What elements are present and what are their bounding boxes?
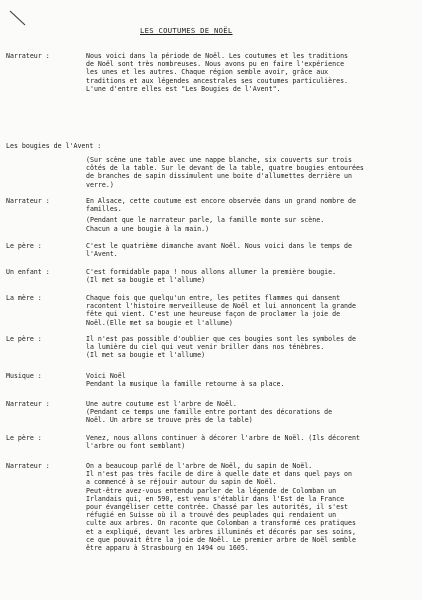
speech-text (86, 294, 416, 327)
text-line: et a expliqué, devant les arbres illuminés et décorés par ses soins, (86, 527, 356, 536)
text-line: de branches de sapin dissimulent une boite d'allumettes derrière un (86, 172, 352, 181)
stage-direction-text (86, 156, 416, 189)
text-line: Noël.(Elle met sa bougie et l'allume) (86, 318, 233, 327)
text-line: (Pendant que le narrateur parle, la famille monte sur scène. (86, 216, 325, 225)
speech-text (86, 52, 416, 93)
speaker-label: Narrateur : (6, 197, 50, 205)
text-line: Irlandais qui, en 590, est venu s'établir dans l'Est de la France (86, 494, 345, 503)
speaker-label: Le père : (6, 434, 42, 442)
speaker-label: Narrateur : (6, 462, 50, 470)
text-line: pour évangéliser cette contrée. Chassé par les autorités, il s'est (86, 503, 349, 512)
speaker-label: Narrateur : (6, 52, 50, 60)
text-line: les unes et les autres. Chaque région semble avoir, grâce aux (86, 68, 329, 77)
speaker-label: Le père : (6, 335, 42, 343)
text-line: C'est le quatrième dimanche avant Noël. Nous voici dans le temps de (86, 242, 352, 250)
text-line: Venez, nous allons continuer à décorer l'arbre de Noël. (Ils décorent (86, 434, 360, 442)
pen-stroke-mark (8, 8, 28, 28)
text-line: (Il met sa bougie et l'allume) (86, 276, 206, 285)
text-line: l'Avent. (86, 250, 118, 259)
text-line: traditions et aux légendes ancestrales ses coutumes particulières. (86, 76, 349, 85)
speaker-label: Le père : (6, 242, 42, 250)
text-line: culte aux arbres. On raconte que Colomban a transformé ces pratiques (86, 519, 356, 528)
speech-text (86, 400, 416, 425)
speech-text (86, 462, 416, 552)
text-line: Il n'est pas possible d'oublier que ces bougies sont les symboles de (86, 335, 356, 343)
text-line: En Alsace, cette coutume est encore observée dans un grand nombre de (86, 197, 356, 205)
text-line: (Pendant ce temps une famille entre portant des décorations de (86, 408, 333, 417)
text-line: Noël. Un arbre se trouve près de la table) (86, 416, 253, 425)
speech-text (86, 197, 416, 233)
text-line: fête qui vient. C'est une heureuse façon de proclamer la joie de (86, 310, 341, 319)
text-line: Il n'est pas très facile de dire à quelle date et dans quel pays on (86, 470, 352, 479)
text-line: C'est formidable papa ! nous allons allumer la première bougie. (86, 268, 337, 276)
speech-text (86, 242, 416, 258)
text-line: Pendant la musique la famille retourne à sa place. (86, 380, 285, 389)
text-line: de Noël sont très nombreuses. Nous avons pu en faire l'expérience (86, 60, 345, 69)
page-title: LES COUTUMES DE NOËL (140, 26, 233, 35)
speaker-label: Narrateur : (6, 400, 50, 408)
text-line: côtés de la table. Sur le devant de la table, quatre bougies entourées (86, 164, 364, 173)
text-line: Une autre coutume est l'arbre de Noël. (86, 400, 237, 408)
speech-text (86, 268, 416, 284)
speaker-label: Les bougies de l'Avent : (6, 142, 102, 150)
speaker-label: Musique : (6, 372, 42, 380)
text-line: ce que pouvait être la joie de Noël. Le premier arbre de Noël semble (86, 535, 356, 544)
text-line: familles. (86, 205, 122, 214)
speech-text (86, 372, 416, 388)
text-line: Chacun a une bougie à la main.) (86, 224, 210, 233)
text-line: Voici Noël (86, 372, 126, 380)
speech-text (86, 335, 416, 360)
text-line: (Il met sa bougie et l'allume) (86, 351, 206, 360)
text-line: Peut-être avez-vous entendu parler de la légende de Colomban un (86, 486, 337, 495)
text-line: racontent l'histoire merveilleuse de Noël et lui annoncent la grande (86, 302, 356, 311)
text-line: L'une d'entre elles est "Les Bougies de l'Avent". (86, 84, 281, 93)
speech-text (86, 434, 416, 450)
text-line: Chaque fois que quelqu'un entre, les petites flammes qui dansent (86, 294, 341, 302)
speaker-label: Un enfant : (6, 268, 50, 276)
text-line: la lumière du ciel qui veut venir briller dans nos ténèbres. (86, 343, 325, 352)
text-line: l'arbre ou font semblant) (86, 442, 186, 451)
text-line: a commencé à se réjouir autour du sapin de Noël. (86, 478, 277, 487)
text-line: réfugié en Suisse où il a trouvé des peuplades qui rendaient un (86, 511, 337, 520)
speaker-label: La mère : (6, 294, 42, 302)
text-line: être apparu à Strasbourg en 1494 ou 1605. (86, 544, 249, 553)
text-line: Nous voici dans la période de Noël. Les coutumes et les traditions (86, 52, 349, 60)
text-line: On a beaucoup parlé de l'arbre de Noël, du sapin de Noël. (86, 462, 313, 470)
text-line: (Sur scène une table avec une nappe blanche, six couverts sur trois (86, 156, 352, 164)
text-line: verre.) (86, 180, 114, 189)
